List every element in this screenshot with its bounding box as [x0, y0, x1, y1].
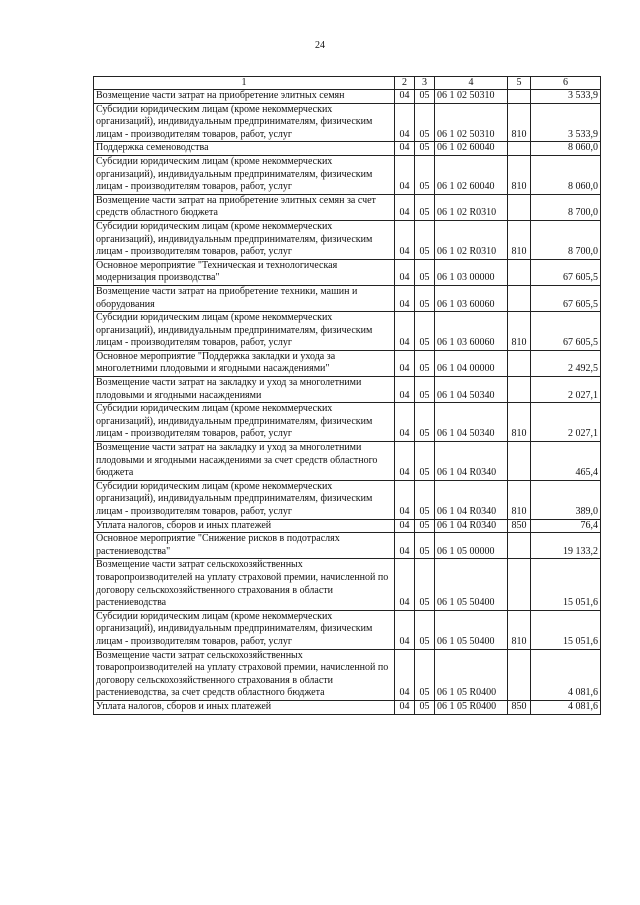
row-expense-type: 810	[508, 610, 531, 649]
row-subsection: 05	[415, 103, 435, 142]
row-expense-type	[508, 649, 531, 700]
row-section: 04	[395, 610, 415, 649]
row-amount: 15 051,6	[531, 610, 601, 649]
table-row	[94, 285, 601, 311]
row-target-code: 06 1 03 60060	[435, 285, 508, 311]
row-subsection: 05	[415, 700, 435, 714]
row-subsection: 05	[415, 442, 435, 481]
row-section: 04	[395, 519, 415, 533]
row-amount: 76,4	[531, 519, 601, 533]
row-subsection: 05	[415, 220, 435, 259]
table-row	[94, 312, 601, 351]
row-expense-type	[508, 285, 531, 311]
row-expense-type: 810	[508, 480, 531, 519]
row-target-code: 06 1 05 R0400	[435, 700, 508, 714]
row-description: Возмещение части затрат на приобретение элитных семян	[94, 90, 395, 104]
row-expense-type: 810	[508, 155, 531, 194]
row-section: 04	[395, 90, 415, 104]
table-row	[94, 480, 601, 519]
row-section: 04	[395, 533, 415, 559]
row-subsection: 05	[415, 259, 435, 285]
row-section: 04	[395, 559, 415, 610]
row-section: 04	[395, 700, 415, 714]
row-description: Уплата налогов, сборов и иных платежей	[94, 519, 395, 533]
row-amount: 8 700,0	[531, 194, 601, 220]
row-target-code: 06 1 02 50310	[435, 90, 508, 104]
table-row	[94, 377, 601, 403]
row-description: Возмещение части затрат на приобретение элитных семян за счет средств областного бюджета	[94, 194, 395, 220]
row-target-code: 06 1 04 50340	[435, 377, 508, 403]
row-target-code: 06 1 05 50400	[435, 559, 508, 610]
row-description: Субсидии юридическим лицам (кроме некоммерческих организаций), индивидуальным предпринимателям, физическим лицам - производителям товаров, работ, услуг	[94, 155, 395, 194]
row-description: Основное мероприятие "Техническая и технологическая модернизация производства"	[94, 259, 395, 285]
row-subsection: 05	[415, 155, 435, 194]
column-header: 4	[435, 77, 508, 90]
row-amount: 67 605,5	[531, 259, 601, 285]
row-expense-type	[508, 259, 531, 285]
row-expense-type	[508, 533, 531, 559]
row-expense-type	[508, 559, 531, 610]
table-row	[94, 155, 601, 194]
row-subsection: 05	[415, 533, 435, 559]
row-section: 04	[395, 403, 415, 442]
row-section: 04	[395, 649, 415, 700]
row-amount: 67 605,5	[531, 312, 601, 351]
budget-table	[93, 76, 601, 715]
table-row	[94, 194, 601, 220]
column-header: 2	[395, 77, 415, 90]
table-row	[94, 142, 601, 156]
column-header: 6	[531, 77, 601, 90]
row-amount: 465,4	[531, 442, 601, 481]
row-expense-type	[508, 90, 531, 104]
row-expense-type: 810	[508, 103, 531, 142]
row-amount: 67 605,5	[531, 285, 601, 311]
table-row	[94, 259, 601, 285]
row-description: Уплата налогов, сборов и иных платежей	[94, 700, 395, 714]
row-description: Возмещение части затрат на приобретение техники, машин и оборудования	[94, 285, 395, 311]
table-row	[94, 103, 601, 142]
row-description: Субсидии юридическим лицам (кроме некоммерческих организаций), индивидуальным предпринимателям, физическим лицам - производителям товаров, работ, услуг	[94, 480, 395, 519]
row-amount: 3 533,9	[531, 90, 601, 104]
row-section: 04	[395, 285, 415, 311]
row-section: 04	[395, 155, 415, 194]
row-expense-type: 850	[508, 700, 531, 714]
row-amount: 2 492,5	[531, 350, 601, 376]
row-target-code: 06 1 02 50310	[435, 103, 508, 142]
row-expense-type	[508, 142, 531, 156]
row-description: Возмещение части затрат сельскохозяйственных товаропроизводителей на уплату страховой премии, начисленной по договору сельскохозяйственного страхования в области растениеводства, за счет средств областного бюджета	[94, 649, 395, 700]
row-amount: 8 060,0	[531, 142, 601, 156]
row-subsection: 05	[415, 350, 435, 376]
row-target-code: 06 1 04 R0340	[435, 442, 508, 481]
row-section: 04	[395, 142, 415, 156]
row-subsection: 05	[415, 377, 435, 403]
row-subsection: 05	[415, 194, 435, 220]
row-expense-type	[508, 350, 531, 376]
row-description: Субсидии юридическим лицам (кроме некоммерческих организаций), индивидуальным предпринимателям, физическим лицам - производителям товаров, работ, услуг	[94, 312, 395, 351]
row-target-code: 06 1 05 50400	[435, 610, 508, 649]
table-row	[94, 533, 601, 559]
row-target-code: 06 1 02 R0310	[435, 194, 508, 220]
table-row	[94, 403, 601, 442]
row-amount: 3 533,9	[531, 103, 601, 142]
row-subsection: 05	[415, 403, 435, 442]
row-subsection: 05	[415, 285, 435, 311]
row-subsection: 05	[415, 610, 435, 649]
page-number: 24	[315, 40, 325, 51]
table-row	[94, 519, 601, 533]
row-amount: 8 700,0	[531, 220, 601, 259]
row-amount: 8 060,0	[531, 155, 601, 194]
row-expense-type	[508, 377, 531, 403]
row-description: Возмещение части затрат на закладку и уход за многолетними плодовыми и ягодными насаждениями	[94, 377, 395, 403]
row-target-code: 06 1 05 00000	[435, 533, 508, 559]
row-amount: 19 133,2	[531, 533, 601, 559]
row-expense-type: 810	[508, 403, 531, 442]
table-row	[94, 350, 601, 376]
row-section: 04	[395, 377, 415, 403]
row-target-code: 06 1 03 00000	[435, 259, 508, 285]
table-row	[94, 442, 601, 481]
table-row	[94, 700, 601, 714]
row-amount: 15 051,6	[531, 559, 601, 610]
row-description: Субсидии юридическим лицам (кроме некоммерческих организаций), индивидуальным предпринимателям, физическим лицам - производителям товаров, работ, услуг	[94, 103, 395, 142]
row-section: 04	[395, 442, 415, 481]
row-subsection: 05	[415, 312, 435, 351]
row-section: 04	[395, 259, 415, 285]
row-description: Субсидии юридическим лицам (кроме некоммерческих организаций), индивидуальным предпринимателям, физическим лицам - производителям товаров, работ, услуг	[94, 220, 395, 259]
row-description: Субсидии юридическим лицам (кроме некоммерческих организаций), индивидуальным предпринимателям, физическим лицам - производителям товаров, работ, услуг	[94, 403, 395, 442]
row-description: Возмещение части затрат сельскохозяйственных товаропроизводителей на уплату страховой премии, начисленной по договору сельскохозяйственного страхования в области растениеводства	[94, 559, 395, 610]
row-section: 04	[395, 194, 415, 220]
row-subsection: 05	[415, 90, 435, 104]
column-header: 1	[94, 77, 395, 90]
table-row	[94, 90, 601, 104]
table-header-row	[94, 77, 601, 90]
row-subsection: 05	[415, 519, 435, 533]
row-target-code: 06 1 04 00000	[435, 350, 508, 376]
row-amount: 389,0	[531, 480, 601, 519]
row-target-code: 06 1 03 60060	[435, 312, 508, 351]
row-expense-type: 810	[508, 220, 531, 259]
row-expense-type: 810	[508, 312, 531, 351]
row-section: 04	[395, 350, 415, 376]
row-description: Поддержка семеноводства	[94, 142, 395, 156]
row-target-code: 06 1 04 R0340	[435, 519, 508, 533]
row-subsection: 05	[415, 559, 435, 610]
row-target-code: 06 1 02 60040	[435, 142, 508, 156]
table-row	[94, 649, 601, 700]
row-description: Субсидии юридическим лицам (кроме некоммерческих организаций), индивидуальным предпринимателям, физическим лицам - производителям товаров, работ, услуг	[94, 610, 395, 649]
row-target-code: 06 1 05 R0400	[435, 649, 508, 700]
row-subsection: 05	[415, 142, 435, 156]
row-subsection: 05	[415, 480, 435, 519]
row-description: Основное мероприятие "Снижение рисков в подотраслях растениеводства"	[94, 533, 395, 559]
row-amount: 2 027,1	[531, 403, 601, 442]
row-amount: 4 081,6	[531, 649, 601, 700]
row-target-code: 06 1 02 60040	[435, 155, 508, 194]
row-section: 04	[395, 220, 415, 259]
column-header: 5	[508, 77, 531, 90]
row-expense-type: 850	[508, 519, 531, 533]
row-amount: 2 027,1	[531, 377, 601, 403]
table-row	[94, 559, 601, 610]
row-expense-type	[508, 194, 531, 220]
table-row	[94, 220, 601, 259]
table-row	[94, 610, 601, 649]
row-section: 04	[395, 103, 415, 142]
row-description: Возмещение части затрат на закладку и уход за многолетними плодовыми и ягодными насаждениями за счет средств областного бюджета	[94, 442, 395, 481]
row-target-code: 06 1 04 50340	[435, 403, 508, 442]
row-section: 04	[395, 312, 415, 351]
row-section: 04	[395, 480, 415, 519]
row-description: Основное мероприятие "Поддержка закладки и ухода за многолетними плодовыми и ягодными насаждениями"	[94, 350, 395, 376]
row-subsection: 05	[415, 649, 435, 700]
column-header: 3	[415, 77, 435, 90]
row-target-code: 06 1 02 R0310	[435, 220, 508, 259]
row-expense-type	[508, 442, 531, 481]
row-amount: 4 081,6	[531, 700, 601, 714]
row-target-code: 06 1 04 R0340	[435, 480, 508, 519]
